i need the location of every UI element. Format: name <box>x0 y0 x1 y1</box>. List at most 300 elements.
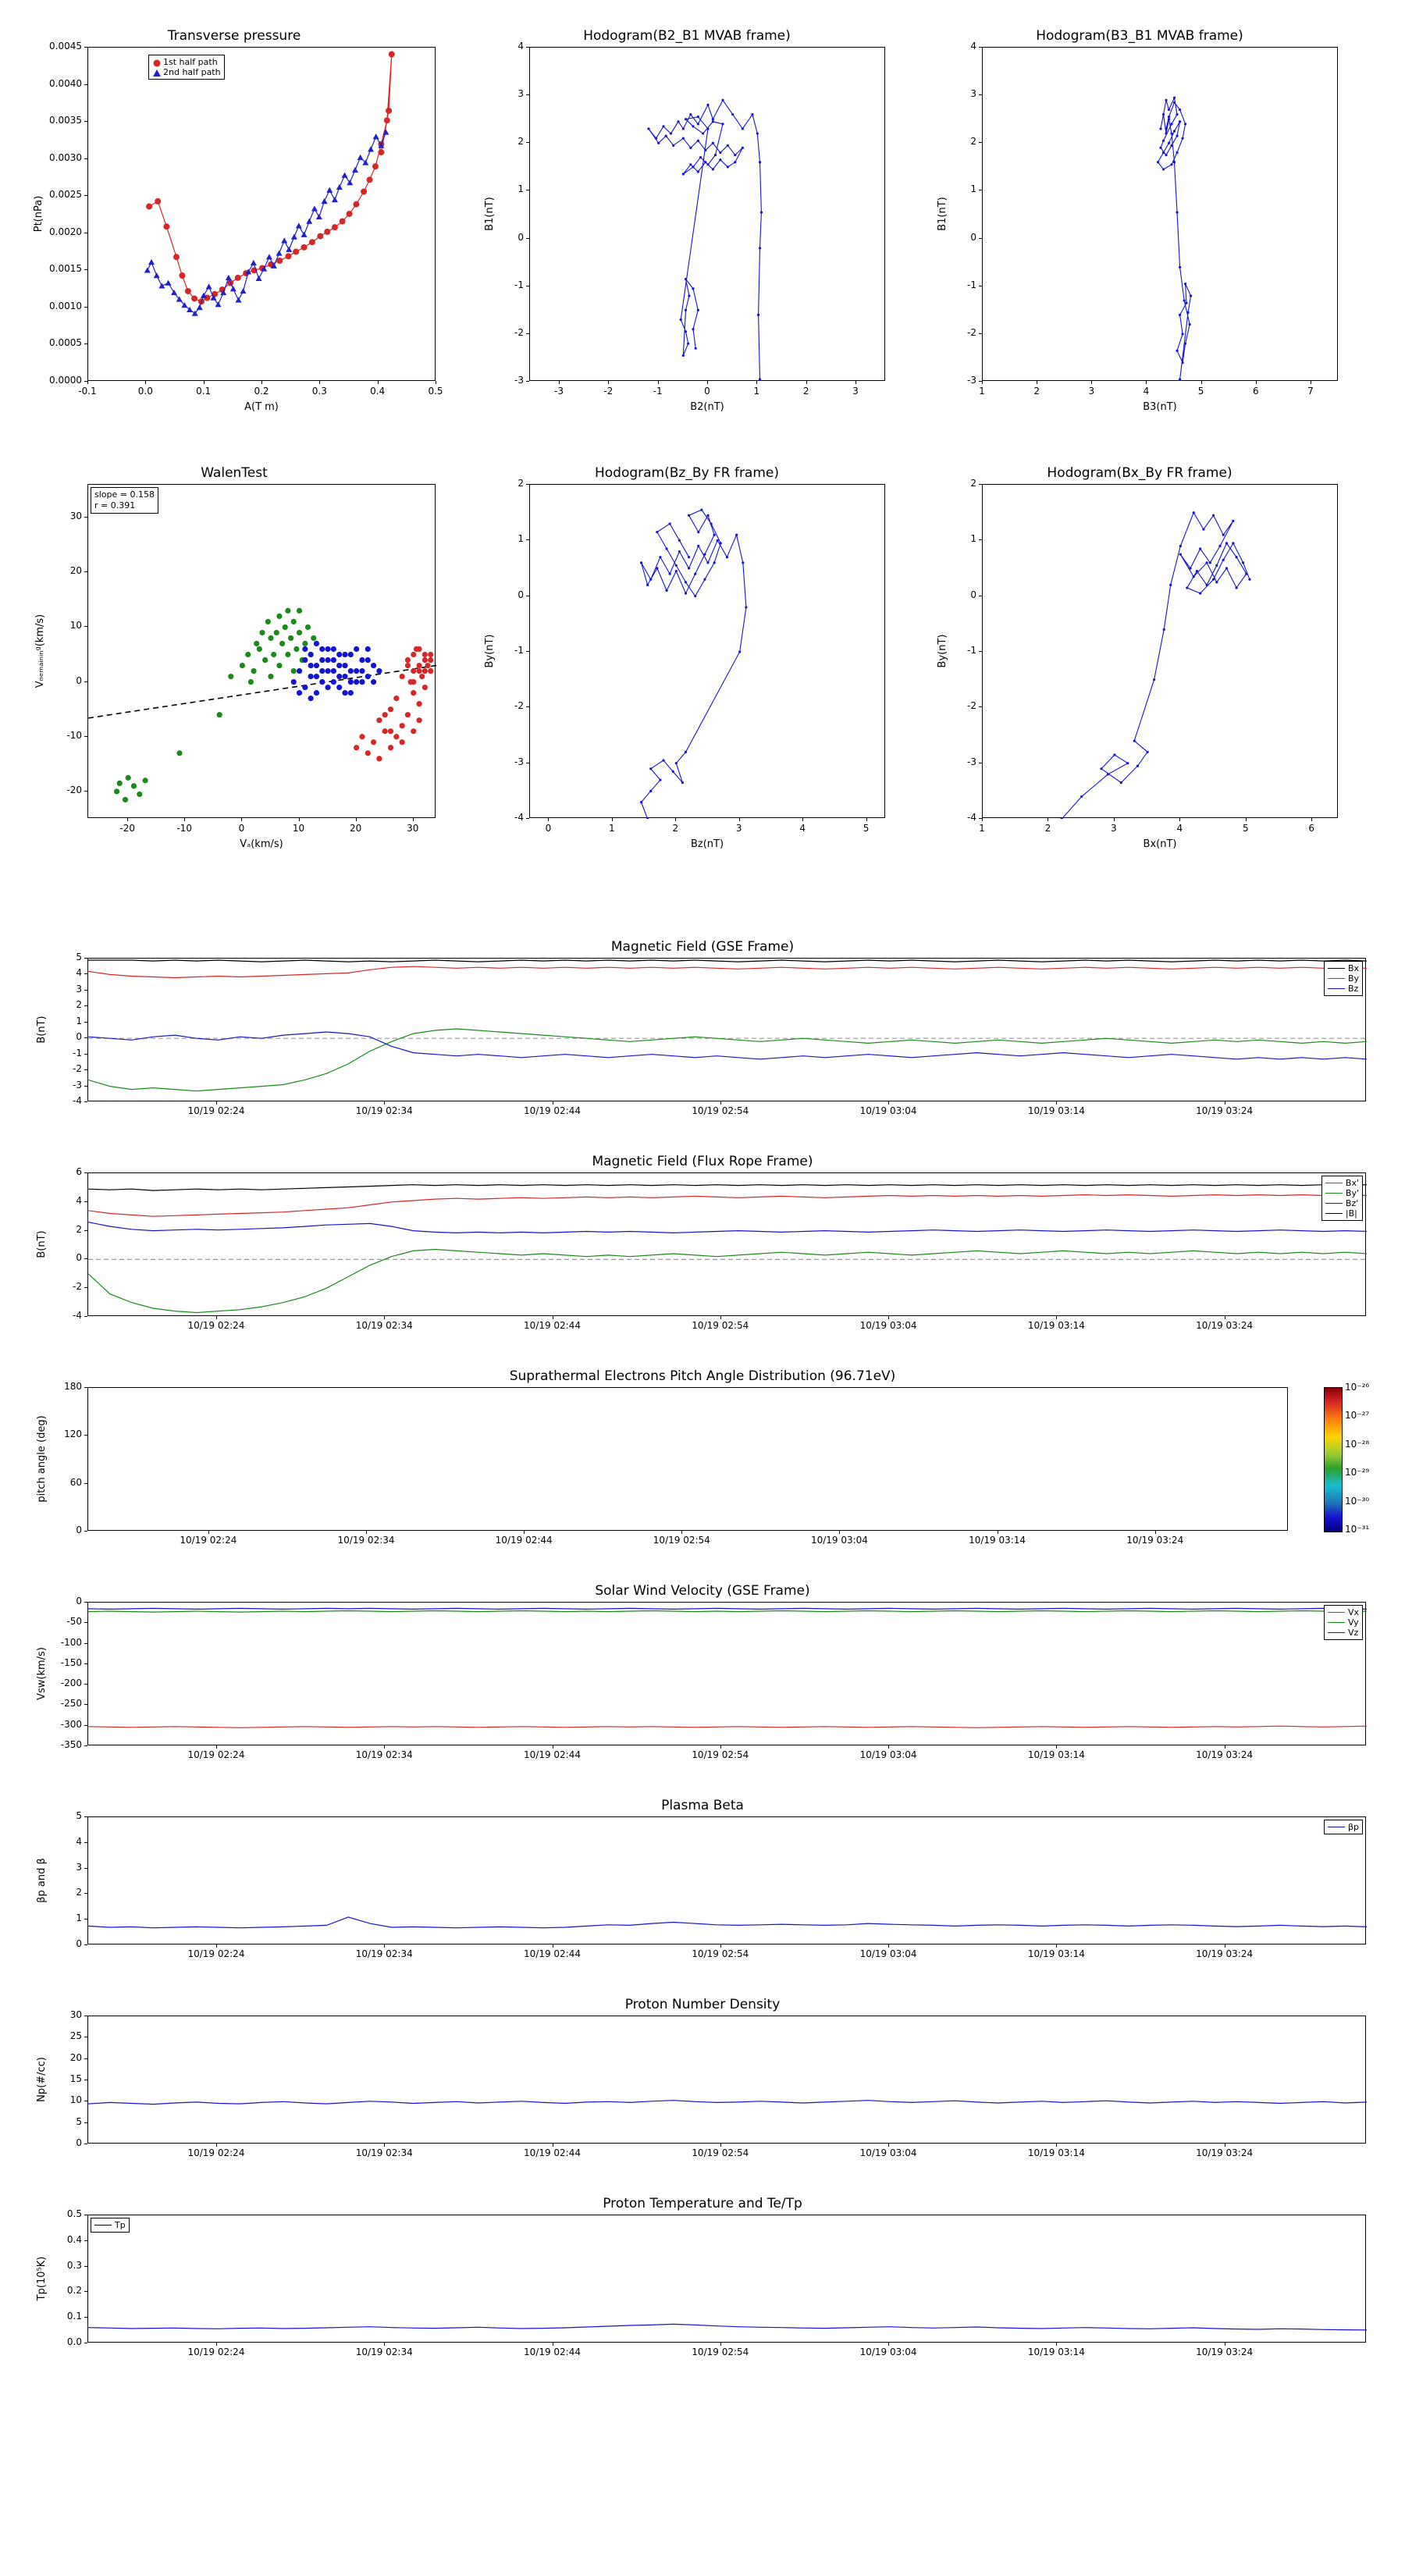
y-tick-label: -3 <box>514 756 524 767</box>
y-tickmark <box>84 307 87 308</box>
plot-area <box>983 485 1339 819</box>
y-tick-label: 0.0040 <box>49 77 82 89</box>
x-tickmark <box>261 381 262 384</box>
data-point <box>117 781 123 786</box>
legend <box>1321 1176 1363 1221</box>
data-point <box>302 641 308 646</box>
x-tickmark <box>216 1745 217 1749</box>
legend-item[interactable] <box>1328 1822 1359 1832</box>
y-tickmark <box>84 1287 87 1288</box>
panel-mag_field_fr <box>16 1147 1389 1343</box>
data-point <box>359 668 365 674</box>
legend-label: By' <box>1345 1188 1359 1198</box>
x-tick-label: 10/19 02:54 <box>692 1749 749 1760</box>
x-tickmark <box>681 1531 682 1534</box>
y-tick-label: -4 <box>514 812 524 823</box>
data-point <box>126 775 131 781</box>
y-tick-label: 30 <box>69 2009 82 2020</box>
data-point <box>1159 147 1161 149</box>
data-point <box>191 295 197 301</box>
x-tick-label: 10/19 03:14 <box>1027 1749 1085 1760</box>
x-tick-label: 5 <box>1197 386 1204 397</box>
y-tickmark <box>84 343 87 344</box>
x-tick-label: 3 <box>735 823 742 834</box>
data-point <box>685 330 687 333</box>
data-point <box>1162 140 1165 142</box>
y-tick-label: -3 <box>73 1079 82 1091</box>
legend-item[interactable] <box>1328 973 1359 984</box>
data-point <box>1170 163 1172 165</box>
y-tickmark <box>526 484 529 485</box>
data-point <box>751 113 753 116</box>
data-point <box>703 578 706 581</box>
data-point <box>416 701 422 706</box>
legend-item[interactable] <box>1325 1198 1359 1208</box>
x-tick-label: 6 <box>1252 386 1259 397</box>
data-point <box>700 509 702 511</box>
data-line <box>88 1222 1367 1233</box>
y-tickmark <box>84 571 87 572</box>
y-tickmark <box>84 158 87 159</box>
data-point <box>348 652 354 657</box>
data-point <box>357 155 364 160</box>
data-point <box>302 657 308 663</box>
data-point <box>1162 151 1165 154</box>
x-tick-label: 10/19 02:44 <box>524 1749 581 1760</box>
data-point <box>411 652 416 657</box>
data-point <box>425 663 430 668</box>
data-point <box>348 668 354 674</box>
legend-item[interactable] <box>94 2220 126 2230</box>
data-point <box>393 734 399 739</box>
y-tick-label: 0.0030 <box>49 151 82 163</box>
y-tick-label: -3 <box>967 375 976 386</box>
x-tick-label: 10/19 02:34 <box>355 1749 413 1760</box>
x-tickmark <box>756 381 757 384</box>
data-point <box>359 657 365 663</box>
y-tickmark <box>84 1745 87 1746</box>
data-point <box>114 788 119 794</box>
legend-item[interactable] <box>1328 963 1359 973</box>
x-axis-label: Vₐ(km/s) <box>240 838 283 850</box>
y-tick-label: -50 <box>66 1616 82 1628</box>
data-point <box>283 624 288 630</box>
title-plasma_beta: Plasma Beta <box>661 1798 744 1813</box>
y-tick-label: 20 <box>69 2051 82 2063</box>
data-point <box>319 646 325 652</box>
data-point <box>268 635 273 641</box>
legend-item[interactable] <box>1325 1188 1359 1198</box>
data-point <box>308 652 314 657</box>
data-point <box>314 690 319 696</box>
data-point <box>1179 109 1181 111</box>
plot-area <box>530 485 886 819</box>
y-tick-label: 0.0015 <box>49 263 82 275</box>
data-point <box>1181 137 1183 140</box>
y-tick-label: -10 <box>66 729 82 741</box>
x-tick-label: 2 <box>802 386 809 397</box>
y-tick-label: 120 <box>64 1429 82 1440</box>
y-tick-label: -2 <box>514 700 524 712</box>
x-tick-label: -1 <box>653 386 663 397</box>
data-point <box>301 244 308 251</box>
y-tickmark <box>84 1483 87 1484</box>
y-tickmark <box>979 94 982 95</box>
data-point <box>1170 123 1172 125</box>
data-point <box>1179 266 1181 269</box>
data-point <box>388 706 393 712</box>
data-point <box>727 144 729 147</box>
data-point <box>365 646 371 652</box>
data-point <box>685 118 687 120</box>
legend-swatch <box>1325 1193 1343 1194</box>
y-tickmark <box>84 1435 87 1436</box>
data-point <box>655 137 657 140</box>
data-point <box>285 652 290 657</box>
panel-hodogram_bxby <box>921 453 1358 859</box>
axes-hodogram_b3b1 <box>982 47 1338 381</box>
y-tick-label: 0.0005 <box>49 337 82 349</box>
x-tickmark <box>888 2343 889 2346</box>
legend-item[interactable] <box>1328 1617 1359 1628</box>
data-point <box>1202 528 1204 530</box>
x-tickmark <box>384 1316 385 1319</box>
data-point <box>680 318 682 321</box>
x-tick-label: 10/19 03:24 <box>1196 1948 1254 1959</box>
data-point <box>131 783 137 788</box>
data-point <box>712 120 714 123</box>
x-tick-label: 0 <box>238 823 245 834</box>
data-point <box>388 728 393 734</box>
x-tick-label: 10/19 03:24 <box>1126 1535 1184 1546</box>
data-point <box>348 690 354 696</box>
x-tick-label: 10/19 03:04 <box>859 1948 917 1959</box>
y-tickmark <box>979 238 982 239</box>
legend-label: By <box>1347 973 1359 984</box>
legend-item[interactable] <box>1328 984 1359 994</box>
data-point <box>1189 323 1191 326</box>
y-tickmark <box>84 1258 87 1259</box>
data-point <box>704 161 706 163</box>
x-tickmark <box>855 381 856 384</box>
data-point <box>291 679 297 685</box>
data-point <box>319 657 325 663</box>
data-point <box>721 123 724 125</box>
data-point <box>1165 132 1167 134</box>
data-point <box>1159 127 1161 130</box>
y-tickmark <box>84 84 87 85</box>
data-point <box>206 283 212 289</box>
y-tickmark <box>84 791 87 792</box>
data-point <box>699 156 702 158</box>
title-mag_field_fr: Magnetic Field (Flux Rope Frame) <box>592 1154 813 1169</box>
x-axis-label: B3(nT) <box>1143 401 1177 413</box>
y-tickmark <box>979 539 982 540</box>
data-point <box>1126 762 1129 764</box>
data-point <box>331 668 336 674</box>
y-tick-label: 0.0035 <box>49 115 82 126</box>
data-point <box>1225 542 1228 544</box>
y-tick-label: 30 <box>69 511 82 522</box>
data-point <box>756 132 759 134</box>
y-tick-label: -2 <box>967 700 976 712</box>
data-point <box>376 756 382 761</box>
data-point <box>336 652 342 657</box>
data-point <box>697 140 699 142</box>
y-tick-label: -3 <box>967 756 976 767</box>
data-point <box>745 606 747 608</box>
data-line <box>148 132 386 313</box>
y-tickmark <box>84 1725 87 1726</box>
data-point <box>265 619 271 624</box>
data-point <box>416 663 422 668</box>
data-point <box>286 247 292 252</box>
data-point <box>257 646 262 652</box>
y-tick-label: 10 <box>69 620 82 632</box>
y-tick-label: -3 <box>514 375 524 386</box>
data-point <box>365 657 371 663</box>
legend-label: βp <box>1347 1822 1359 1832</box>
y-tick-label: 0.5 <box>66 2208 82 2219</box>
y-tickmark <box>84 269 87 270</box>
data-point <box>706 561 709 564</box>
data-point <box>354 646 359 652</box>
data-line <box>88 1195 1367 1217</box>
axes-walen_test <box>87 484 436 818</box>
x-tickmark <box>720 1944 721 1948</box>
panel-proton_temperature <box>16 2190 1389 2369</box>
data-line <box>88 2101 1367 2105</box>
data-point <box>719 151 721 154</box>
data-point <box>697 309 699 311</box>
y-tick-label: 5 <box>76 2115 82 2127</box>
data-point <box>240 663 245 668</box>
legend-item[interactable] <box>1328 1628 1359 1638</box>
x-tick-label: 5 <box>1242 823 1249 834</box>
x-tickmark <box>1056 1316 1057 1319</box>
data-point <box>685 278 687 280</box>
legend-item[interactable] <box>1325 1208 1359 1219</box>
data-point <box>1206 584 1208 586</box>
data-point <box>274 630 279 635</box>
data-line <box>1062 513 1250 819</box>
data-point <box>1163 628 1165 631</box>
data-point <box>271 652 276 657</box>
data-point <box>735 534 738 536</box>
x-tick-label: 10/19 02:24 <box>187 1749 245 1760</box>
x-tickmark <box>384 2144 385 2147</box>
data-point <box>695 347 697 350</box>
data-point <box>678 539 681 542</box>
x-tick-label: 10/19 03:04 <box>810 1535 868 1546</box>
x-tick-label: 10/19 02:24 <box>187 2147 245 2158</box>
legend <box>91 2218 130 2233</box>
legend <box>1324 961 1363 996</box>
y-tick-label: 2 <box>970 136 976 148</box>
data-point <box>416 717 422 723</box>
data-point <box>727 165 729 168</box>
data-point <box>305 624 311 630</box>
data-point <box>665 135 667 137</box>
data-point <box>316 214 322 219</box>
x-tickmark <box>707 381 708 384</box>
data-point <box>332 224 338 230</box>
data-point <box>706 514 709 517</box>
x-tick-label: 10/19 02:44 <box>495 1535 553 1546</box>
data-point <box>688 567 690 569</box>
data-point <box>368 146 374 151</box>
x-tick-label: 0.5 <box>428 386 443 397</box>
y-tickmark <box>84 990 87 991</box>
data-point <box>697 116 699 118</box>
x-tickmark <box>839 1531 840 1534</box>
y-tickmark <box>84 1663 87 1664</box>
x-axis-label: B2(nT) <box>690 401 724 413</box>
legend-item[interactable] <box>152 67 221 77</box>
data-point <box>1173 130 1176 132</box>
y-tickmark <box>84 2317 87 2318</box>
y-tick-label: -4 <box>73 1310 82 1321</box>
data-point <box>1186 311 1189 314</box>
y-axis-label: Tp(10⁵K) <box>36 2256 48 2301</box>
data-point <box>371 679 376 685</box>
x-tickmark <box>802 818 803 821</box>
data-point <box>262 657 268 663</box>
x-tickmark <box>888 1316 889 1319</box>
x-tick-label: 10/19 02:24 <box>187 1105 245 1116</box>
y-tickmark <box>979 47 982 48</box>
y-tickmark <box>84 47 87 48</box>
data-point <box>251 668 256 674</box>
data-point <box>422 668 428 674</box>
data-point <box>659 778 661 781</box>
y-tick-label: 0.0025 <box>49 189 82 201</box>
y-tickmark <box>84 1172 87 1173</box>
data-point <box>1179 314 1181 316</box>
data-point <box>332 197 338 202</box>
y-tick-label: 3 <box>970 88 976 100</box>
y-tick-label: 1 <box>518 533 524 545</box>
data-point <box>308 663 314 668</box>
x-tick-label: -3 <box>554 386 564 397</box>
data-point <box>336 663 342 668</box>
data-point <box>217 712 222 717</box>
x-tickmark <box>1056 2144 1057 2147</box>
y-tick-label: 3 <box>518 88 524 100</box>
y-tickmark <box>84 1842 87 1843</box>
y-tick-label: 0 <box>76 1596 82 1606</box>
data-point <box>326 187 333 193</box>
x-tickmark <box>1056 1944 1057 1948</box>
axes-transverse_pressure <box>87 47 436 381</box>
x-tick-label: 10/19 02:54 <box>692 2147 749 2158</box>
data-point <box>325 685 330 690</box>
data-point <box>342 173 348 178</box>
data-point <box>738 650 741 653</box>
data-point <box>296 222 302 228</box>
y-tick-label: 4 <box>76 1194 82 1206</box>
plot-area <box>983 48 1339 382</box>
data-point <box>276 250 283 255</box>
data-point <box>703 553 706 556</box>
plot-area <box>88 1603 1367 1746</box>
data-point <box>331 657 336 663</box>
data-point <box>228 674 233 679</box>
x-tickmark <box>241 818 242 821</box>
y-tick-label: 0 <box>76 1031 82 1043</box>
data-point <box>1162 168 1165 170</box>
x-tickmark <box>384 1944 385 1948</box>
x-tickmark <box>658 381 659 384</box>
x-tick-label: 10/19 03:24 <box>1196 2147 1254 2158</box>
y-tickmark <box>84 195 87 196</box>
data-point <box>640 561 642 564</box>
x-tick-label: 1 <box>979 386 985 397</box>
legend-item[interactable] <box>152 57 221 67</box>
data-point <box>382 728 388 734</box>
legend-item[interactable] <box>1325 1178 1359 1188</box>
x-tickmark <box>1311 818 1312 821</box>
data-point <box>669 522 671 525</box>
x-tick-label: 0.4 <box>370 386 386 397</box>
data-point <box>171 290 177 295</box>
x-tick-label: 0.3 <box>311 386 327 397</box>
legend-item[interactable] <box>1328 1607 1359 1617</box>
data-point <box>649 790 652 792</box>
panel-suprathermal_electrons <box>16 1362 1389 1557</box>
y-tick-label: 5 <box>76 952 82 962</box>
x-tick-label: 10/19 02:44 <box>524 1105 581 1116</box>
data-point <box>371 663 376 668</box>
legend-label: |B| <box>1345 1208 1357 1219</box>
x-tickmark <box>720 2343 721 2346</box>
data-point <box>376 668 382 674</box>
data-point <box>386 108 392 114</box>
data-point <box>697 170 699 173</box>
data-point <box>123 797 128 802</box>
x-tickmark <box>1256 381 1257 384</box>
x-tick-label: 10/19 02:44 <box>524 1320 581 1331</box>
x-tickmark <box>559 381 560 384</box>
title-hodogram_bxby: Hodogram(Bx_By FR frame) <box>1047 465 1232 481</box>
data-point <box>359 734 365 739</box>
data-point <box>760 211 763 213</box>
y-tickmark <box>84 1643 87 1644</box>
y-tick-label: -1 <box>514 279 524 290</box>
data-point <box>336 685 342 690</box>
data-point <box>336 674 342 679</box>
y-tickmark <box>84 2266 87 2267</box>
x-tick-label: 10/19 03:04 <box>859 2147 917 2158</box>
y-tick-label: -4 <box>73 1095 82 1106</box>
y-axis-label: B(nT) <box>36 1016 48 1044</box>
x-tick-label: 5 <box>863 823 870 834</box>
data-point <box>734 161 736 163</box>
y-tickmark <box>526 333 529 334</box>
data-point <box>342 674 347 679</box>
data-point <box>697 531 699 533</box>
data-point <box>319 679 325 685</box>
y-tick-label: 3 <box>76 983 82 994</box>
data-point <box>215 301 222 307</box>
data-point <box>373 133 379 139</box>
data-point <box>352 167 358 173</box>
data-point <box>365 674 371 679</box>
panel-hodogram_b3b1 <box>921 16 1358 422</box>
y-tick-label: 0.4 <box>66 2233 82 2245</box>
data-point <box>248 679 254 685</box>
data-point <box>293 249 299 255</box>
